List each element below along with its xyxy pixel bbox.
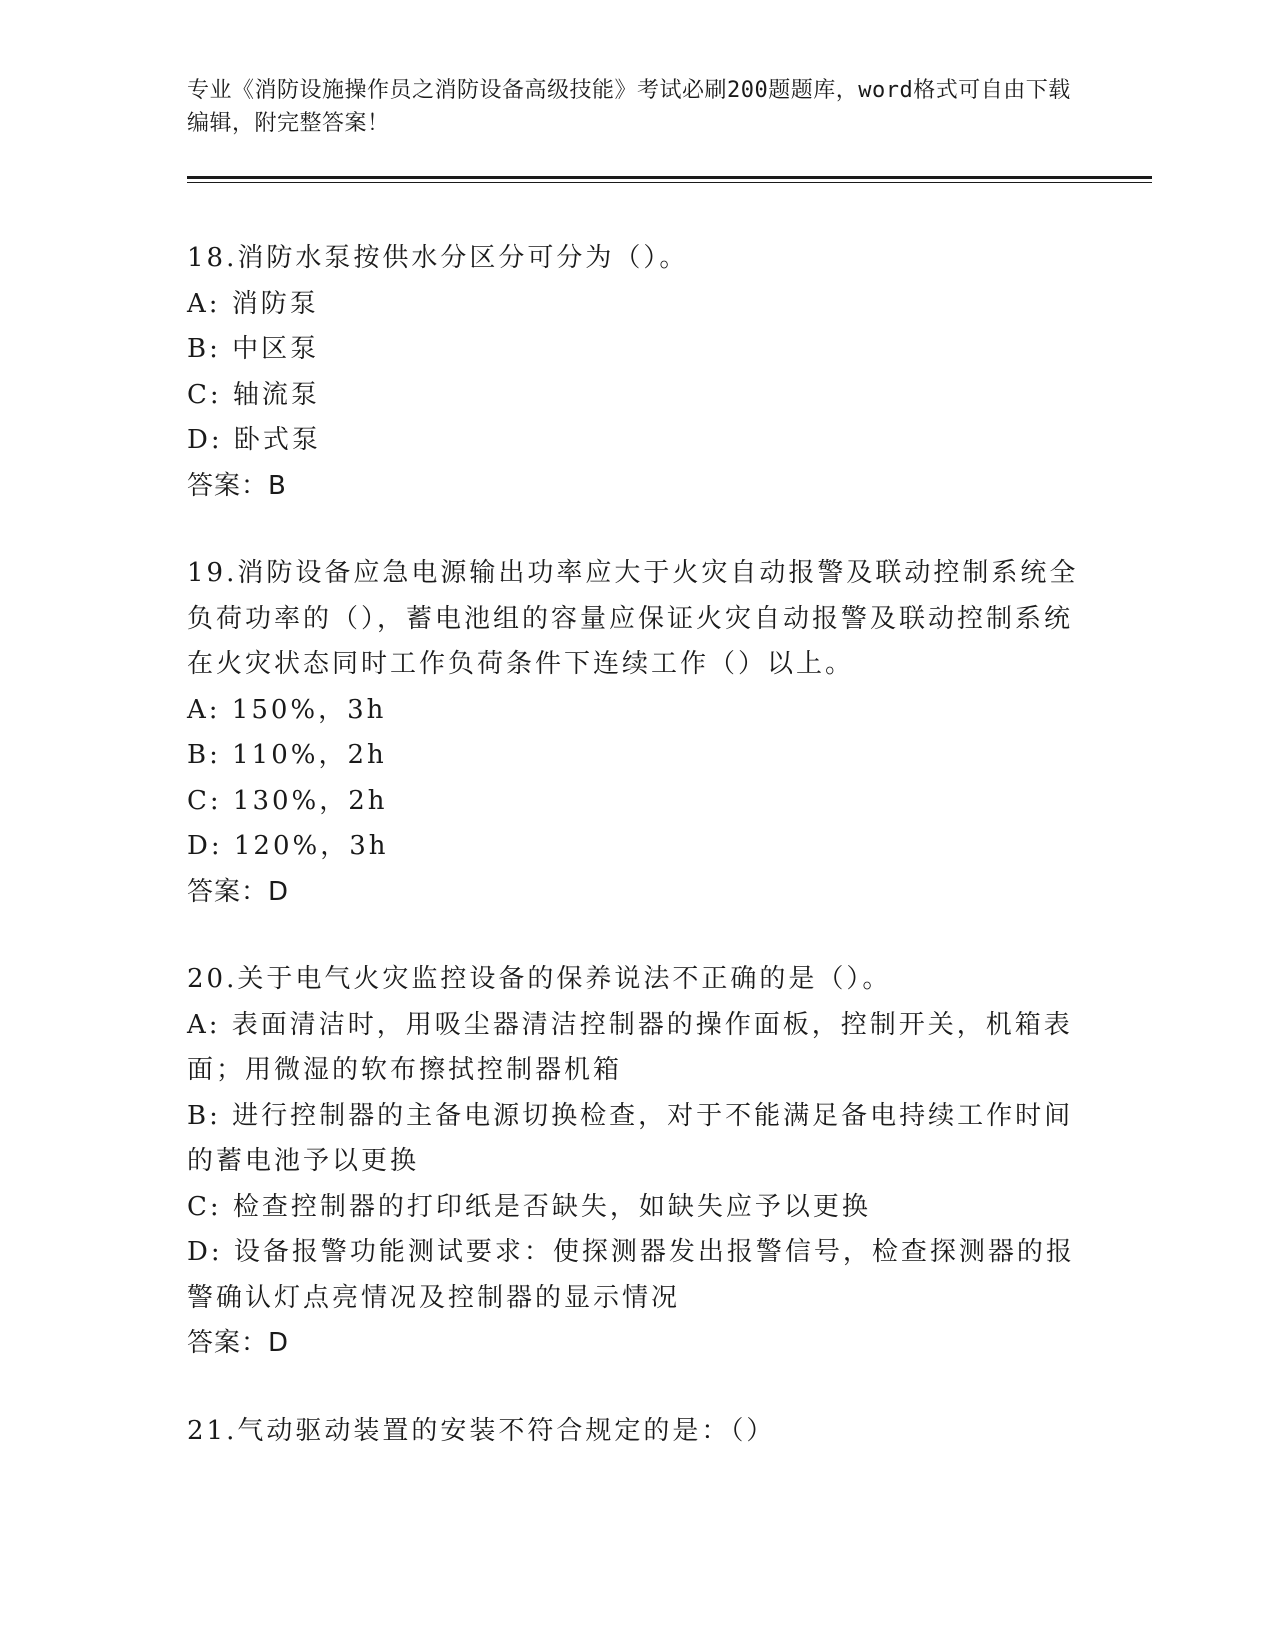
header-rule-thick: [187, 176, 1152, 179]
option-d: D: 卧式泵: [187, 425, 321, 455]
option-b: B: 110%，2h: [187, 740, 387, 770]
question-stem: 19.消防设备应急电源输出功率应大于火灾自动报警及联动控制系统全负荷功率的（），蓄电池组的容量应保证火灾自动报警及联动控制系统在火灾状态同时工作负荷条件下连续工作（）以上。: [187, 558, 1079, 679]
option-a: A: 消防泵: [187, 288, 319, 319]
answer-line: 答案：D: [187, 876, 290, 907]
document-intro: 专业《消防设施操作员之消防设备高级技能》考试必刷200题题库，word格式可自由下载编辑，附完整答案！: [187, 78, 1071, 136]
question-stem: 21.气动驱动装置的安装不符合规定的是：（）: [187, 1415, 776, 1446]
option-c: C: 130%，2h: [187, 785, 388, 816]
question-21: [187, 1409, 1087, 1455]
option-a: A: 表面清洁时，用吸尘器清洁控制器的操作面板，控制开关，机箱表面；用微湿的软布擦拭控制器机箱: [187, 1009, 1073, 1085]
answer-line: 答案：B: [187, 470, 287, 501]
answer-line: 答案：D: [187, 1328, 290, 1358]
header-rule-thin: [187, 182, 1152, 183]
option-c: C: 检查控制器的打印纸是否缺失，如缺失应予以更换: [187, 1191, 871, 1222]
question-stem: 20.关于电气火灾监控设备的保养说法不正确的是（）。: [187, 964, 892, 994]
question-18: [187, 236, 1087, 509]
option-b: B: 中区泵: [187, 334, 320, 364]
option-b: B: 进行控制器的主备电源切换检查，对于不能满足备电持续工作时间的蓄电池予以更换: [187, 1100, 1074, 1176]
question-stem: 18.消防水泵按供水分区分可分为（）。: [187, 243, 689, 273]
option-c: C: 轴流泵: [187, 379, 320, 410]
option-d: D: 120%，3h: [187, 831, 389, 861]
question-20: [187, 957, 1087, 1367]
question-list: [187, 236, 1087, 1496]
option-d: D: 设备报警功能测试要求：使探测器发出报警信号，检查探测器的报警确认灯点亮情况及控制器的显示情况: [187, 1237, 1075, 1313]
question-19: [187, 551, 1087, 915]
option-a: A: 150%，3h: [187, 694, 387, 725]
